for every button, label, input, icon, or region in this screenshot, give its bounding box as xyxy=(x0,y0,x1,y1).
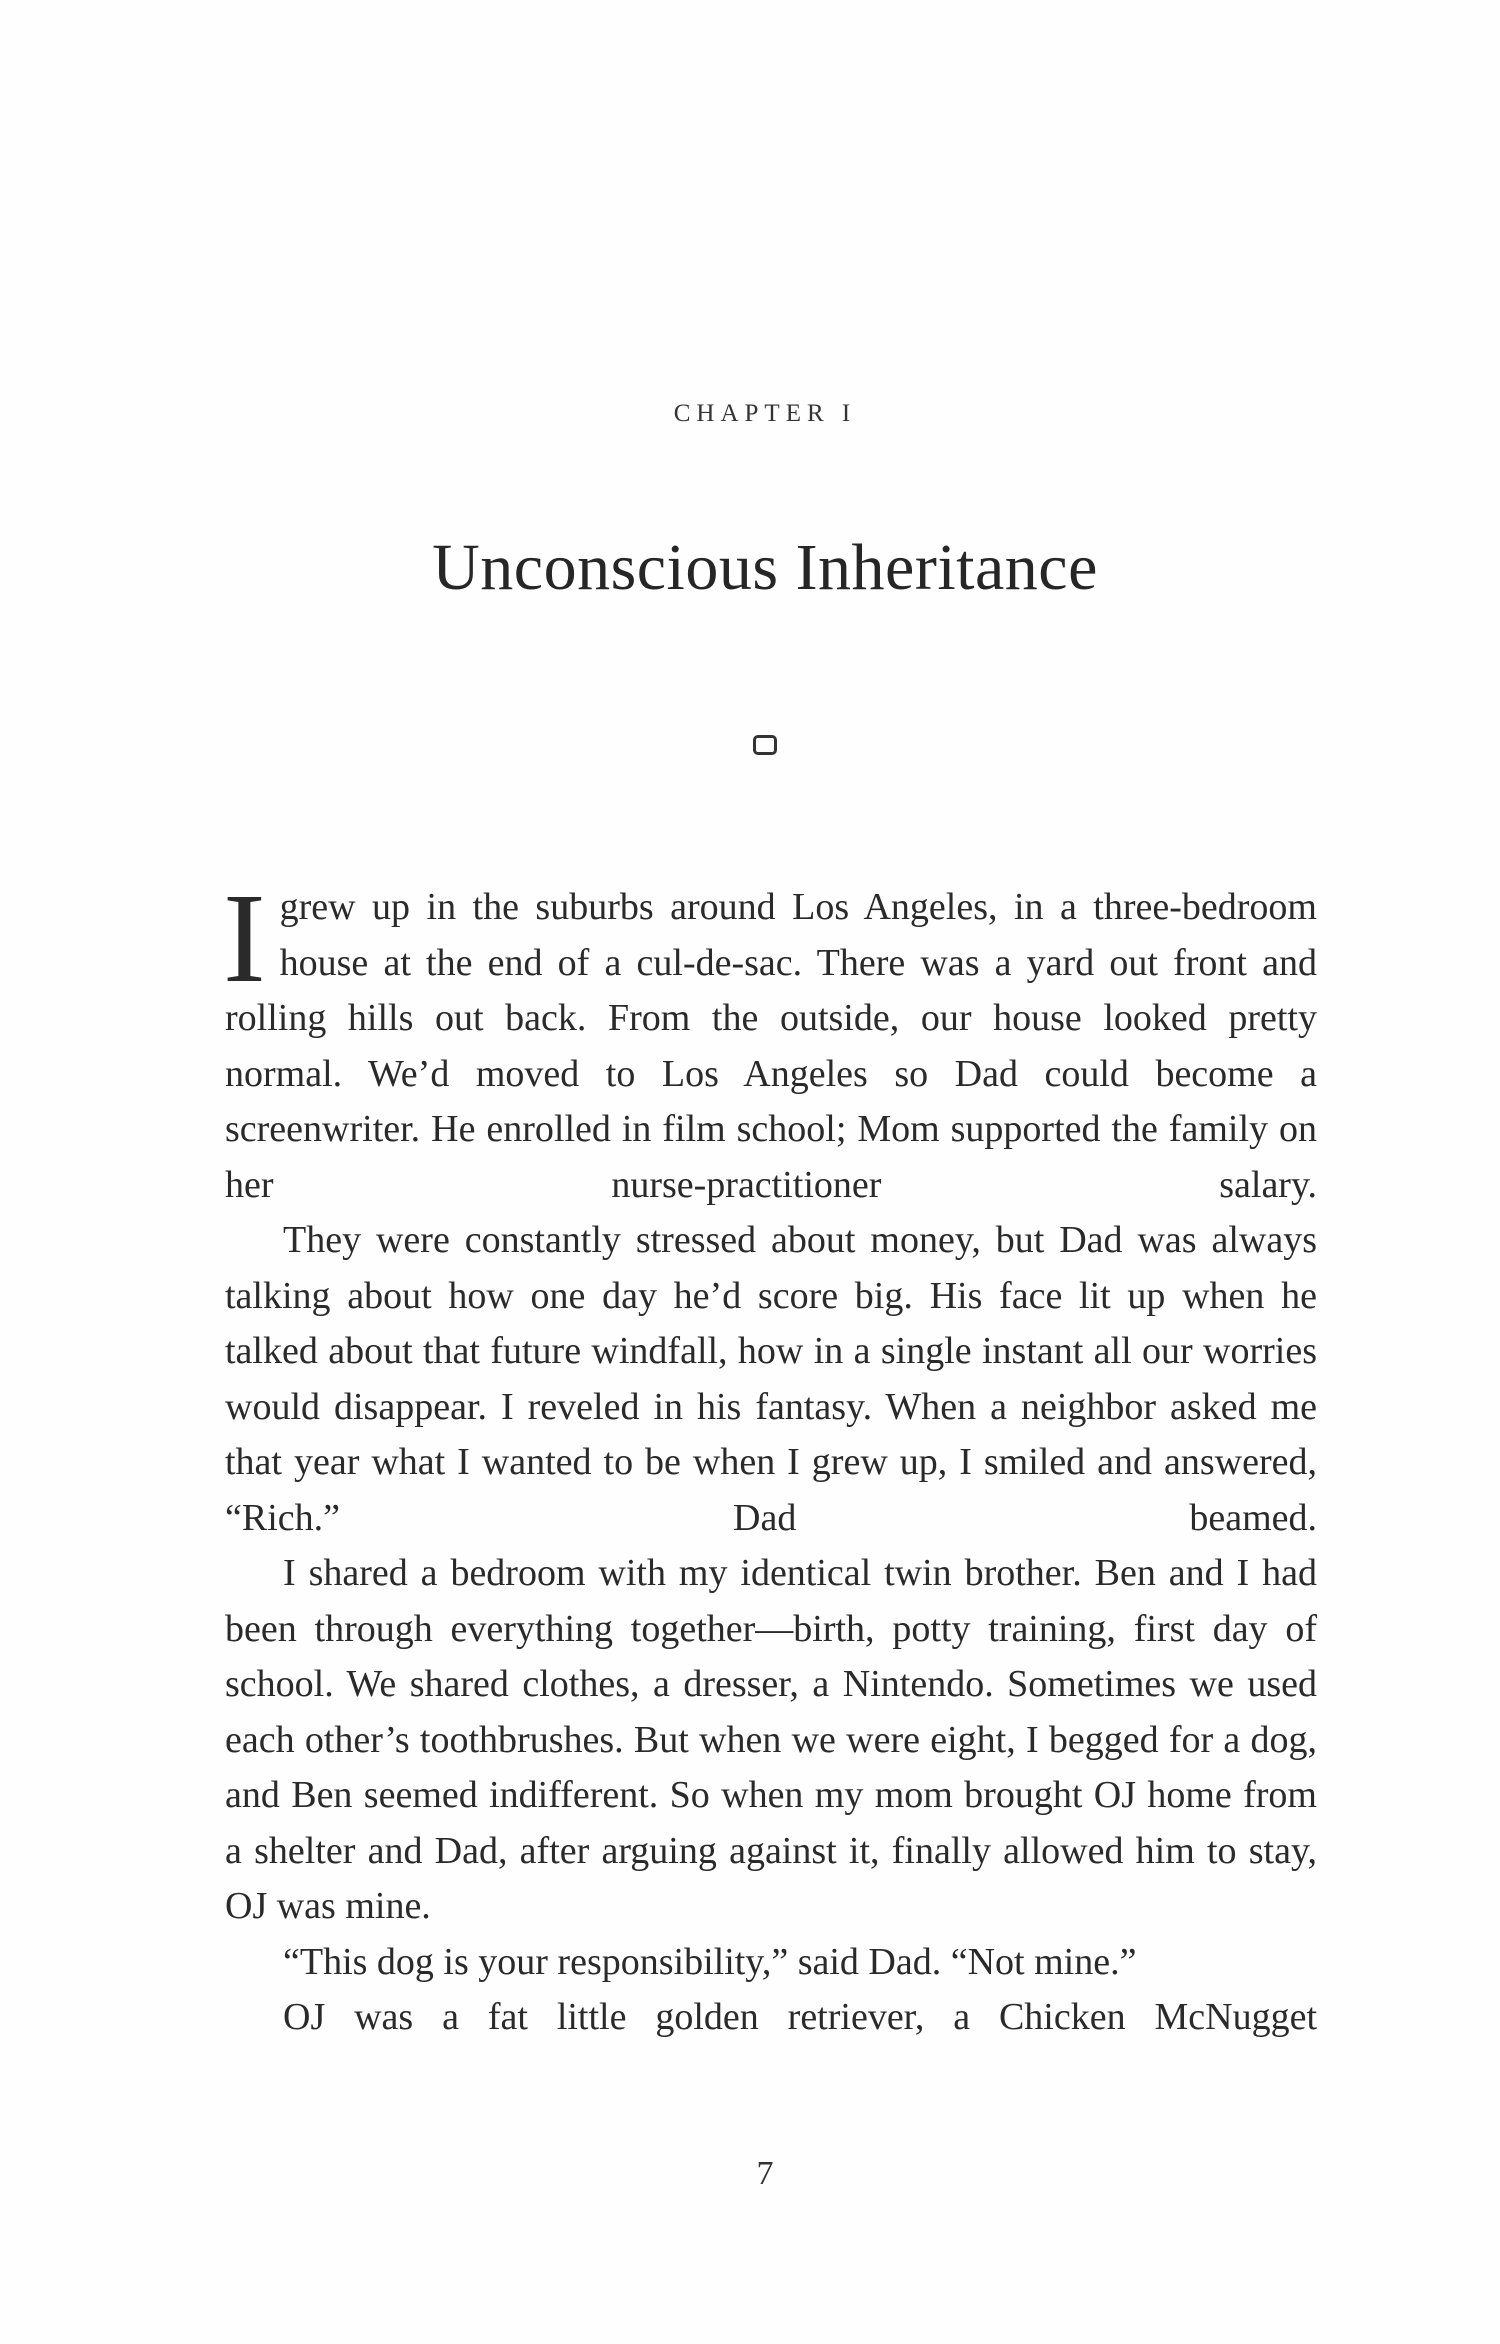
chapter-title: Unconscious Inheritance xyxy=(432,531,1098,604)
paragraph: They were constantly stressed about money, but Dad was always talking about how one day he’d score big. His face lit up when he talked about that future windfall, how in a single instant all our worries would disappear. I reveled in his fantasy. When a neighbor asked me that year what I wanted to be when I grew up, I smiled and answered, “Rich.” Dad beamed. xyxy=(225,1219,1317,1539)
paragraph: OJ was a fat little golden retriever, a Chicken McNugget xyxy=(283,1996,1317,2038)
paragraph-text: grew up in the suburbs around Los Angeles, in a three-bedroom house at the end of a cul-de-sac. There was a yard out front and rolling hills out back. From the outside, our house looked pretty normal. We’d moved to Los Angeles so Dad could become a screenwriter. He enrolled in film school; Mom supported the family on her nurse-practitioner salary. xyxy=(225,886,1317,1206)
paragraph xyxy=(223,867,1317,1213)
ornament-icon xyxy=(753,735,777,755)
body-text xyxy=(223,867,1317,2046)
paragraph: “This dog is your responsibility,” said Dad. “Not mine.” xyxy=(283,1940,1137,1983)
page-number: 7 xyxy=(756,2155,774,2192)
drop-cap: I xyxy=(223,867,266,1009)
chapter-label: CHAPTER I xyxy=(673,400,857,427)
paragraph: I shared a bedroom with my identical twin brother. Ben and I had been through everything together—birth, potty training, first day of school. We shared clothes, a dresser, a Nintendo. Sometimes we used each other’s toothbrushes. But when we were eight, I begged for a dog, and Ben seemed indifferent. So when my mom brought OJ home from a shelter and Dad, after arguing against it, finally allowed him to stay, OJ was mine. xyxy=(225,1552,1317,1927)
